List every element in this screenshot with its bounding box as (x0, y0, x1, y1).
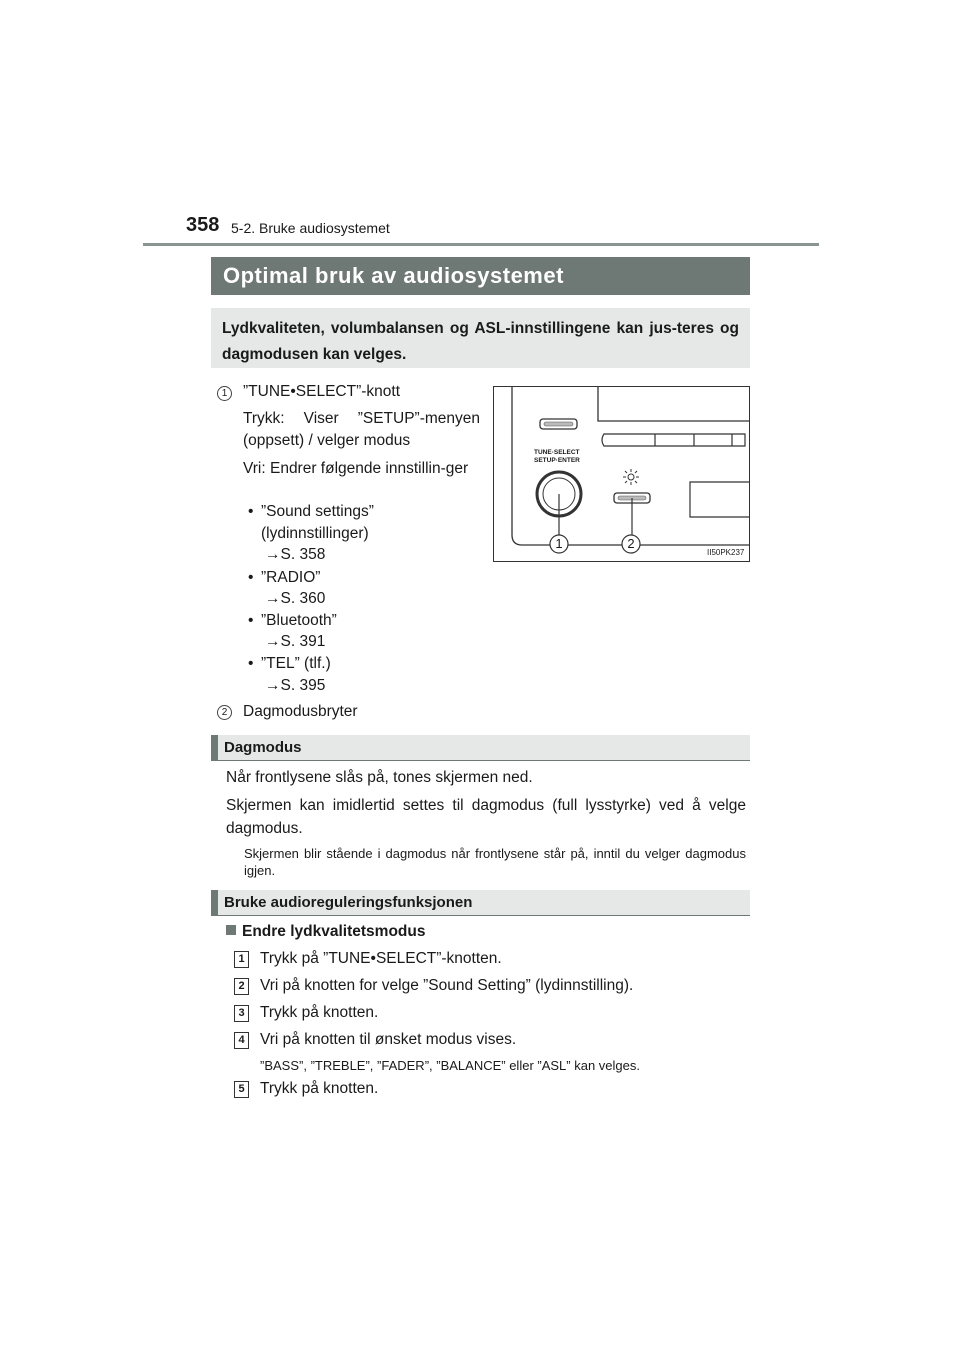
item-marker-2: 2 (217, 705, 232, 720)
page-number: 358 (186, 214, 220, 236)
item1-name: ”TUNE•SELECT”-knott (243, 383, 401, 400)
audio-subheading: Endre lydkvalitetsmodus (242, 923, 426, 940)
bullet-ref: →S. 360 (265, 590, 326, 607)
dagmodus-p1: Når frontlysene slås på, tones skjermen ned. (226, 769, 533, 786)
step-number: 3 (234, 1005, 249, 1022)
figure-code: II50PK237 (707, 548, 745, 557)
step-number: 5 (234, 1081, 249, 1098)
section-title: 5-2. Bruke audiosystemet (231, 220, 390, 236)
intro-box: Lydkvaliteten, volumbalansen og ASL-innstillingene kan jus-teres og dagmodusen kan velges. (211, 308, 750, 368)
callout-1: 1 (555, 536, 563, 551)
audio-heading: Bruke audioreguleringsfunksjonen (211, 890, 750, 916)
step-text: Vri på knotten for velge ”Sound Setting” (lydinnstilling). (260, 977, 634, 994)
bullet-ref: →S. 358 (265, 546, 326, 563)
step-number: 4 (234, 1032, 249, 1049)
item1-press: Trykk: Viser ”SETUP”-menyen (oppsett) / velger modus (243, 410, 480, 449)
page-title: Optimal bruk av audiosystemet (211, 257, 750, 295)
bullet-label: ”TEL” (tlf.) (261, 655, 331, 672)
step-number: 2 (234, 978, 249, 995)
audio-unit-illustration (493, 386, 750, 562)
step-text: Trykk på ”TUNE•SELECT”-knotten. (260, 950, 502, 967)
bullet-ref: →S. 395 (265, 677, 326, 694)
square-bullet-icon (226, 925, 236, 935)
step-number: 1 (234, 951, 249, 968)
bullet-label: ”RADIO” (261, 569, 321, 586)
bullet-dot: • (248, 612, 254, 629)
bullet-label: ”Bluetooth” (261, 612, 337, 629)
bullet-dot: • (248, 655, 254, 672)
callout-2: 2 (627, 536, 635, 551)
header-rule (143, 243, 819, 246)
step-text: Vri på knotten til ønsket modus vises. (260, 1031, 517, 1048)
step-text: Trykk på knotten. (260, 1080, 379, 1097)
item2-name: Dagmodusbryter (243, 703, 358, 720)
knob-label-line1: TUNE·SELECT (534, 449, 580, 456)
bullet-ref: →S. 391 (265, 633, 326, 650)
dagmodus-heading: Dagmodus (211, 735, 750, 761)
step4-note: ”BASS”, ”TREBLE”, ”FADER”, ”BALANCE” eller ”ASL” kan velges. (260, 1058, 640, 1073)
bullet-dot: • (248, 569, 254, 586)
dagmodus-p2: Skjermen kan imidlertid settes til dagmodus (full lysstyrke) ved å velge dagmodus. (226, 797, 746, 837)
bullet-dot: • (248, 503, 254, 520)
item-marker-1: 1 (217, 386, 232, 401)
knob-label-line2: SETUP·ENTER (534, 457, 580, 464)
bullet-label: ”Sound settings” (lydinnstillinger) (261, 503, 374, 542)
dagmodus-note: Skjermen blir stående i dagmodus når frontlysene står på, inntil du velger dagmodus igjen. (244, 846, 746, 878)
item1-turn: Vri: Endrer følgende innstillin-ger (243, 460, 469, 477)
step-text: Trykk på knotten. (260, 1004, 379, 1021)
